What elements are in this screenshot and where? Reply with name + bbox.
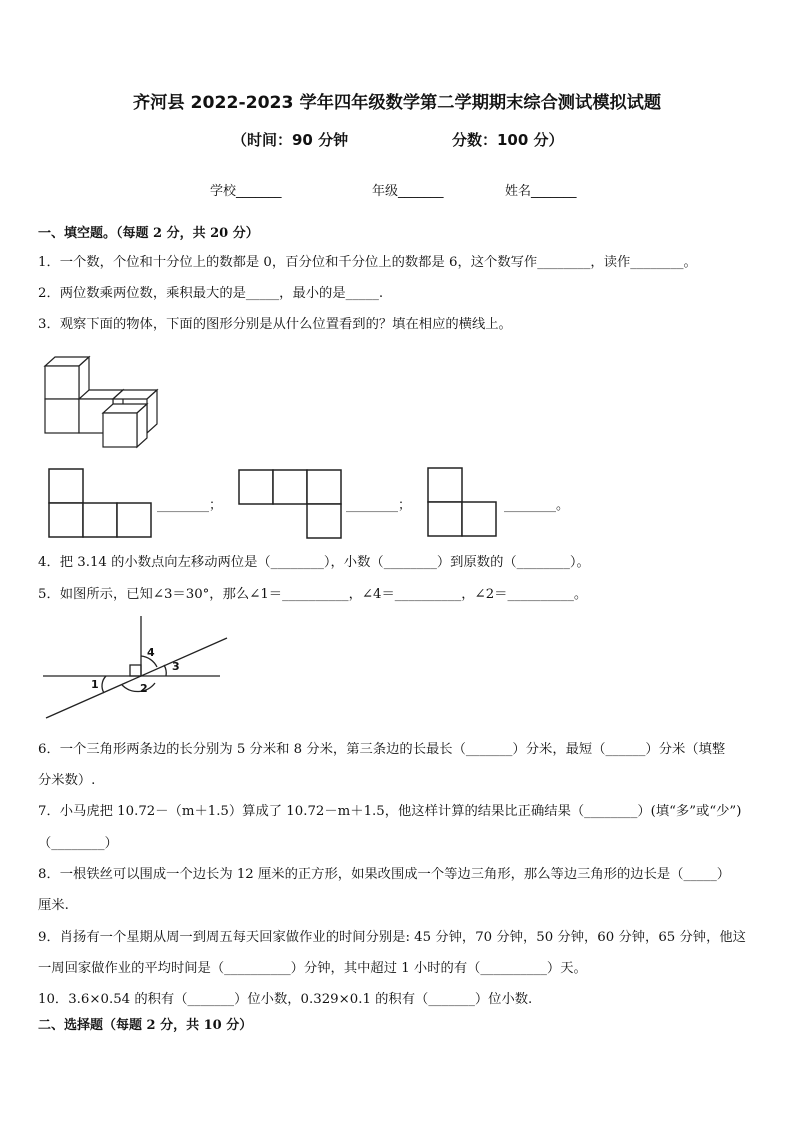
view-figure-2 <box>238 469 342 539</box>
cube-stack-figure <box>40 352 165 452</box>
question-3: 3．观察下面的物体，下面的图形分别是从什么位置看到的？填在相应的横线上。 <box>38 317 512 332</box>
view-figure-1 <box>48 468 152 538</box>
time-label: （时间：90 分钟 <box>232 131 349 149</box>
angle-figure <box>40 612 240 724</box>
angle-label-3: 3 <box>172 660 180 673</box>
score-label: 分数：100 分） <box>452 131 564 149</box>
q3-blank-1: ________； <box>157 498 223 513</box>
question-6-line-1: 6．一个三角形两条边的长分别为 5 分米和 8 分米，第三条边的长最长（_______）分米，最短（______）分米（填整 <box>38 742 726 757</box>
school-field: 学校_______ <box>210 184 282 199</box>
question-10: 10．3.6×0.54 的积有（_______）位小数，0.329×0.1 的积有（_______）位小数. <box>38 992 533 1007</box>
question-6-line-2: 分米数）. <box>38 773 96 788</box>
angle-label-2: 2 <box>140 682 148 695</box>
question-9-line-1: 9．肖扬有一个星期从周一到周五每天回家做作业的时间分别是: 45 分钟，70 分钟，50 分钟，60 分钟，65 分钟，他这 <box>38 930 746 945</box>
question-2: 2．两位数乘两位数，乘积最大的是_____，最小的是_____. <box>38 286 384 301</box>
section2-heading: 二、选择题（每题 2 分，共 10 分） <box>38 1018 253 1033</box>
angle-label-1: 1 <box>91 678 99 691</box>
angle-label-4: 4 <box>147 646 155 659</box>
q3-blank-3: ________。 <box>504 498 570 513</box>
question-8-line-2: 厘米. <box>38 898 69 913</box>
question-1: 1．一个数，个位和十分位上的数都是 0，百分位和千分位上的数都是 6，这个数写作________，读作________。 <box>38 255 697 270</box>
question-4: 4．把 3.14 的小数点向左移动两位是（________），小数（________）到原数的（________）。 <box>38 555 590 570</box>
question-7-line-1: 7．小马虎把 10.72－（m＋1.5）算成了 10.72－m＋1.5，他这样计算的结果比正确结果（________）(填“多”或“少”) <box>38 804 742 819</box>
q3-blank-2: ________； <box>346 498 412 513</box>
question-5: 5．如图所示，已知∠3＝30°，那么∠1＝__________，∠4＝__________，∠2＝__________。 <box>38 587 588 602</box>
question-8-line-1: 8．一根铁丝可以围成一个边长为 12 厘米的正方形，如果改围成一个等边三角形，那么等边三角形的边长是（_____） <box>38 867 731 882</box>
question-7-line-2: （________） <box>38 836 118 851</box>
section1-heading: 一、填空题。（每题 2 分，共 20 分） <box>38 226 259 241</box>
name-field: 姓名_______ <box>505 184 577 199</box>
question-9-line-2: 一周回家做作业的平均时间是（__________）分钟，其中超过 1 小时的有（__________）天。 <box>38 961 587 976</box>
view-figure-3 <box>427 467 497 537</box>
grade-field: 年级_______ <box>372 184 444 199</box>
page-title: 齐河县 2022-2023 学年四年级数学第二学期期末综合测试模拟试题 <box>132 93 662 113</box>
